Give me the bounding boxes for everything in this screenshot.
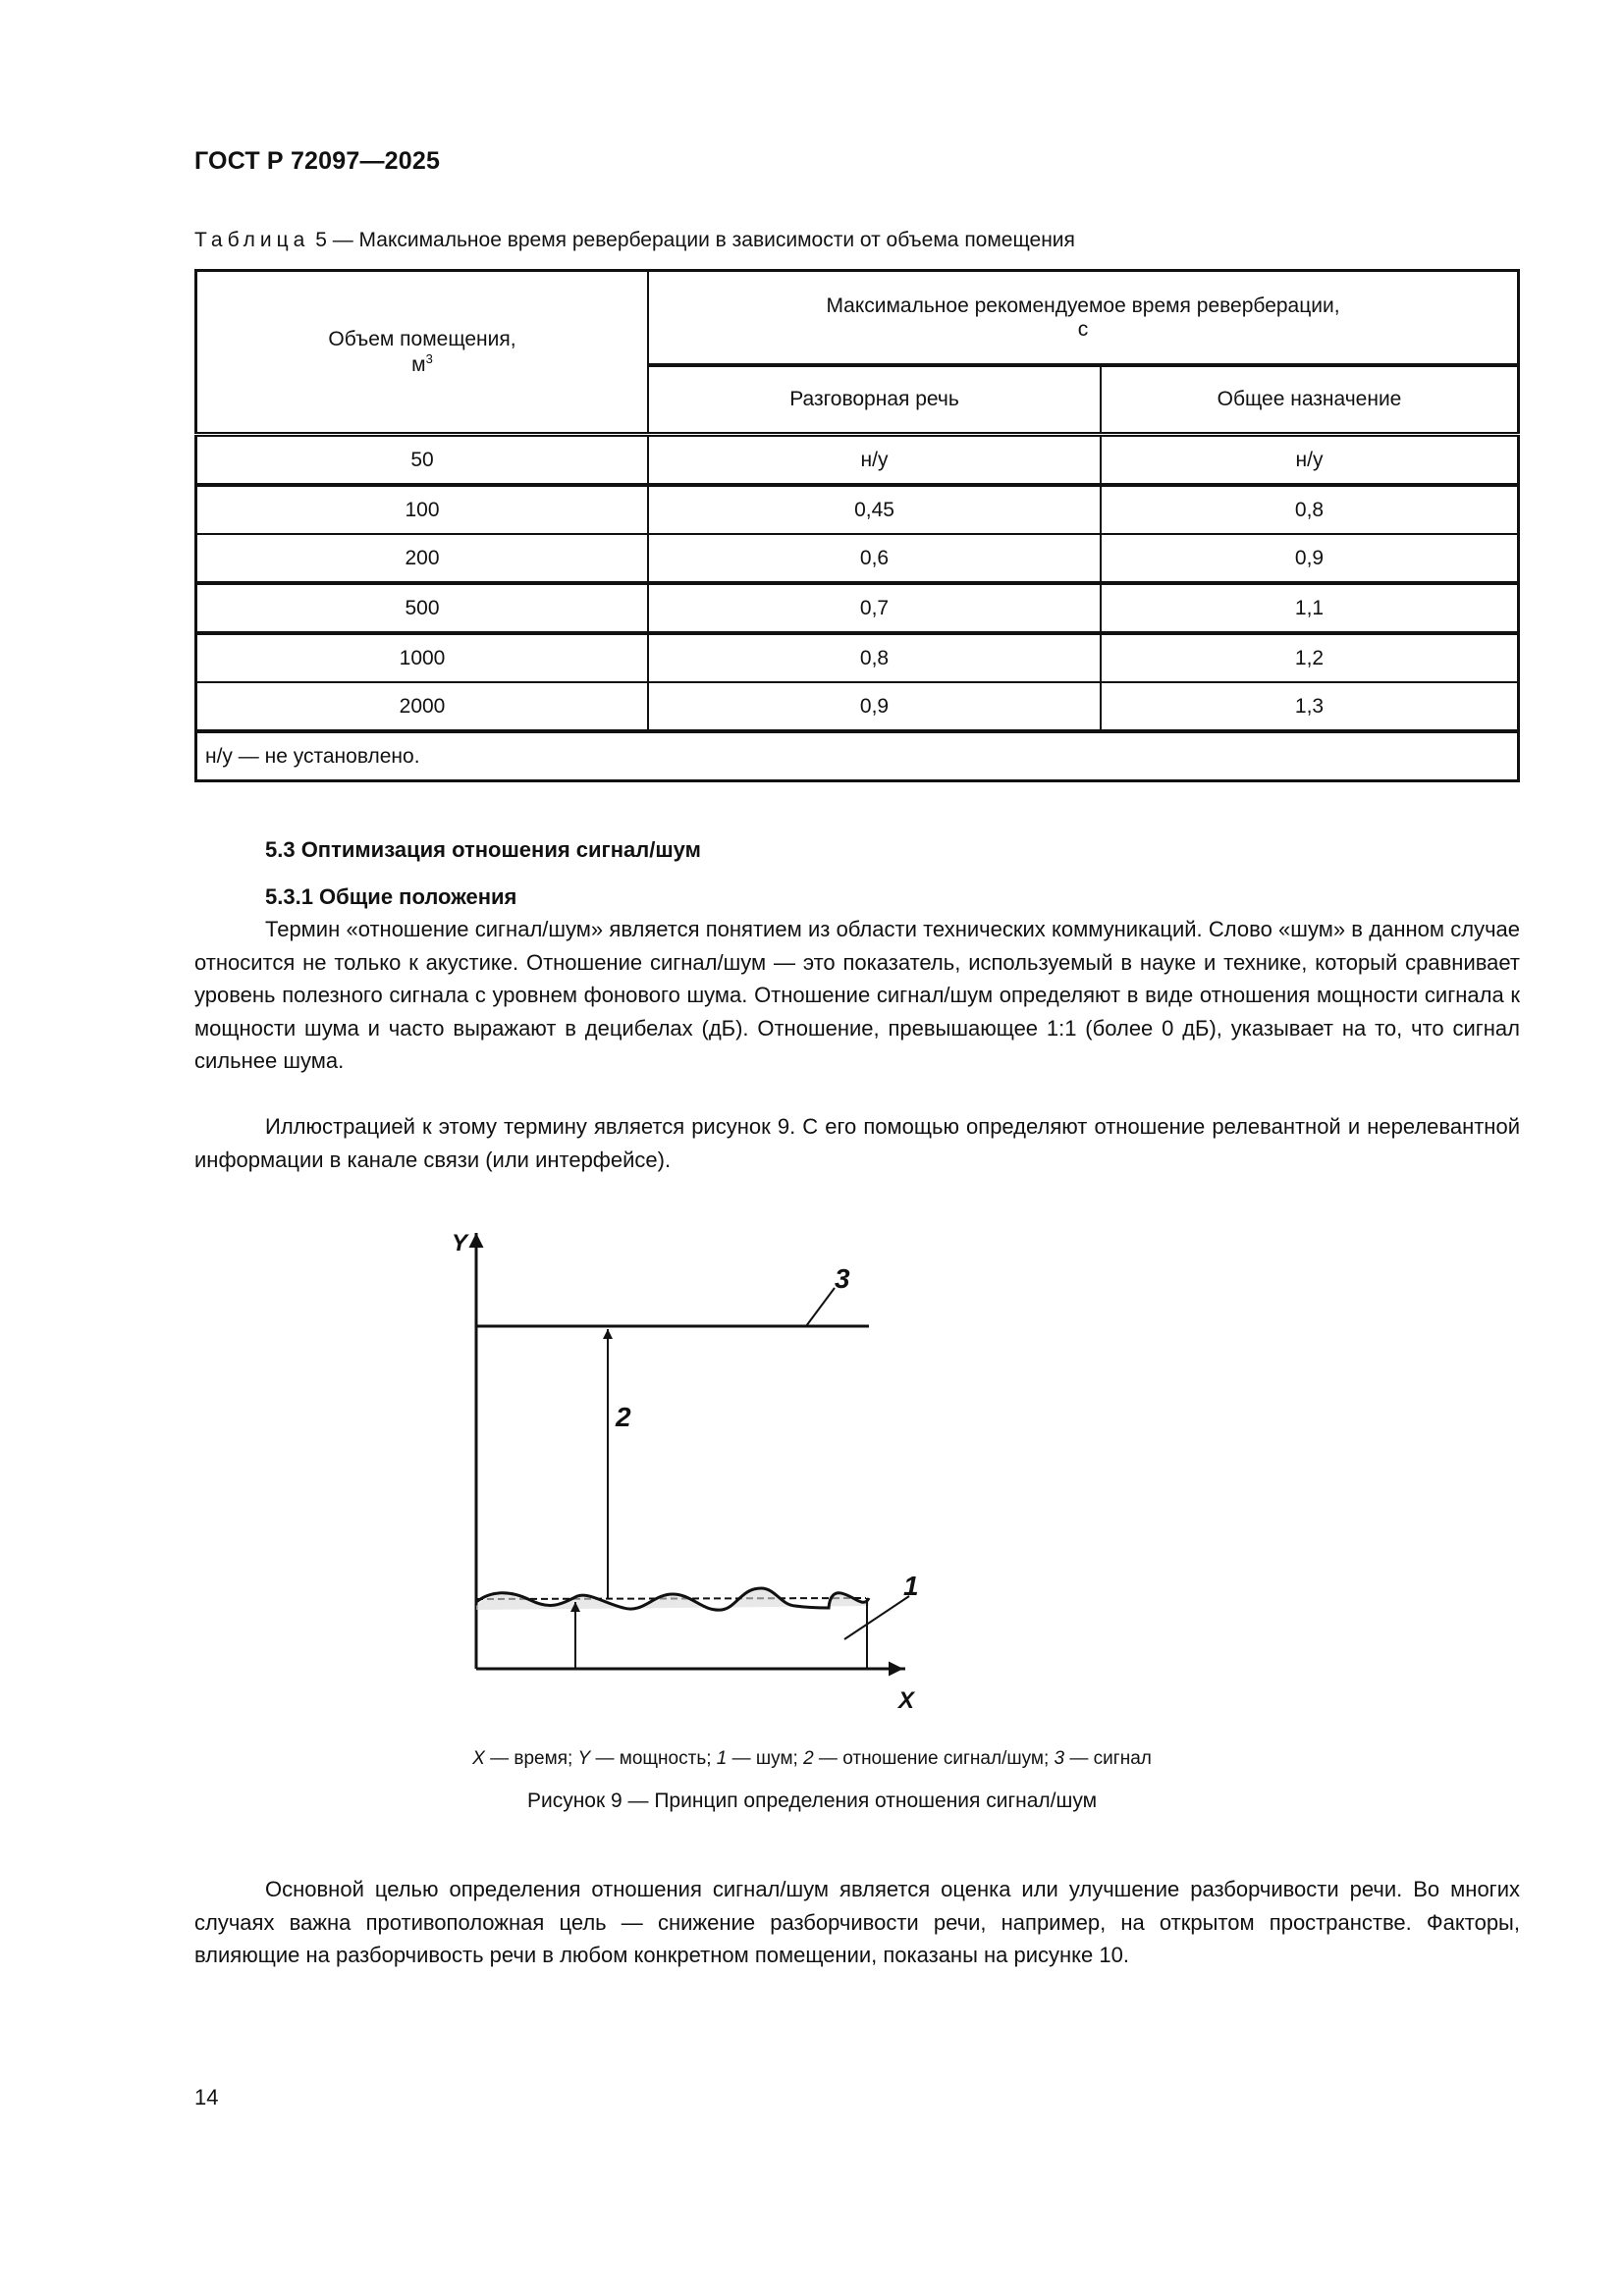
cell-volume: 500 [196,583,649,633]
paragraph-intelligibility [194,1873,1520,1972]
paragraph-snr-definition [194,913,1520,1078]
marker-3-label: 3 [835,1263,850,1294]
table-note: н/у — не установлено. [196,731,1519,781]
cell-speech: н/у [648,435,1101,486]
header-general: Общее назначение [1101,365,1519,435]
leader-3 [806,1288,835,1326]
cell-general: н/у [1101,435,1519,486]
section-5-3-title: 5.3 Оптимизация отношения сигнал/шум [265,837,701,862]
reverberation-table [194,269,1520,782]
header-time-unit: с [1077,317,1089,341]
cell-general: 1,3 [1101,682,1519,731]
cell-volume: 2000 [196,682,649,731]
table-note-row [196,731,1519,781]
cell-speech: 0,45 [648,485,1101,534]
header-volume [196,271,649,435]
cell-speech: 0,9 [648,682,1101,731]
cell-volume: 200 [196,534,649,583]
paragraph-figure-reference [194,1110,1520,1176]
document-id-header: ГОСТ Р 72097—2025 [194,147,441,175]
header-volume-label: Объем помещения, [328,327,516,350]
cell-general: 0,9 [1101,534,1519,583]
table-caption-prefix: Таблица [194,229,310,251]
legend-1-text: — шум; [727,1748,804,1769]
x-axis-label: X [898,1687,915,1714]
legend-3-symbol: 3 [1054,1748,1065,1769]
marker-1-label: 1 [903,1571,919,1601]
legend-y-symbol: Y [577,1748,591,1769]
cell-general: 1,1 [1101,583,1519,633]
y-axis-label: Y [452,1230,468,1256]
table-row [196,633,1519,682]
table-row [196,485,1519,534]
table-caption-text: — Максимальное время реверберации в зависимости от объема помещения [332,229,1075,251]
legend-x-text: — время; [484,1748,578,1769]
table-row [196,583,1519,633]
table-row [196,534,1519,583]
figure-legend [0,1748,1624,1770]
table-caption [194,229,1075,252]
cell-volume: 1000 [196,633,649,682]
cell-speech: 0,8 [648,633,1101,682]
cell-speech: 0,7 [648,583,1101,633]
cell-general: 0,8 [1101,485,1519,534]
cell-volume: 50 [196,435,649,486]
page-number: 14 [194,2085,219,2109]
legend-2-symbol: 2 [803,1748,814,1769]
paragraph-figure-reference-text: Иллюстрацией к этому термину является рисунок 9. С его помощью определяют отношение релевантной и нерелевантной информации в канале связи (или интерфейсе). [194,1114,1520,1172]
paragraph-intelligibility-text: Основной целью определения отношения сигнал/шум является оценка или улучшение разборчивости речи. Во многих случаях важна противоположная цель — снижение разборчивости речи, например, на открытом пространстве. Факторы, влияющие на разборчивость речи в любом конкретном помещении, показаны на рисунке 10. [194,1877,1520,1967]
legend-y-text: — мощность; [590,1748,717,1769]
header-time-group [648,271,1519,366]
cell-speech: 0,6 [648,534,1101,583]
table-caption-number: 5 [315,229,327,251]
cell-volume: 100 [196,485,649,534]
marker-2-label: 2 [616,1402,631,1432]
header-time-label: Максимальное рекомендуемое время реверберации, [826,294,1340,317]
cell-general: 1,2 [1101,633,1519,682]
header-speech: Разговорная речь [648,365,1101,435]
figure-caption: Рисунок 9 — Принцип определения отношения сигнал/шум [526,1789,1098,1812]
figure-9-snr-diagram [432,1217,1276,1728]
header-volume-unit-sup: 3 [425,350,433,366]
section-5-3-1-title: 5.3.1 Общие положения [265,884,517,909]
legend-3-text: — сигнал [1064,1748,1152,1769]
legend-x-symbol: X [472,1748,485,1769]
table-row [196,682,1519,731]
legend-2-text: — отношение сигнал/шум; [813,1748,1055,1769]
header-volume-unit: м [411,352,426,376]
legend-1-symbol: 1 [716,1748,728,1769]
table-row [196,435,1519,486]
paragraph-snr-definition-text: Термин «отношение сигнал/шум» является понятием из области технических коммуникаций. Слово «шум» в данном случае относится не только к акустике. Отношение сигнал/шум — это показатель, используемый в науке и технике, который сравнивает уровень полезного сигнала с уровнем фонового шума. Отношение сигнал/шум определяют в виде отношения мощности сигнала к мощности шума и часто выражают в децибелах (дБ). Отношение, превышающее 1:1 (более 0 дБ), указывает на то, что сигнал сильнее шума. [194,917,1520,1073]
